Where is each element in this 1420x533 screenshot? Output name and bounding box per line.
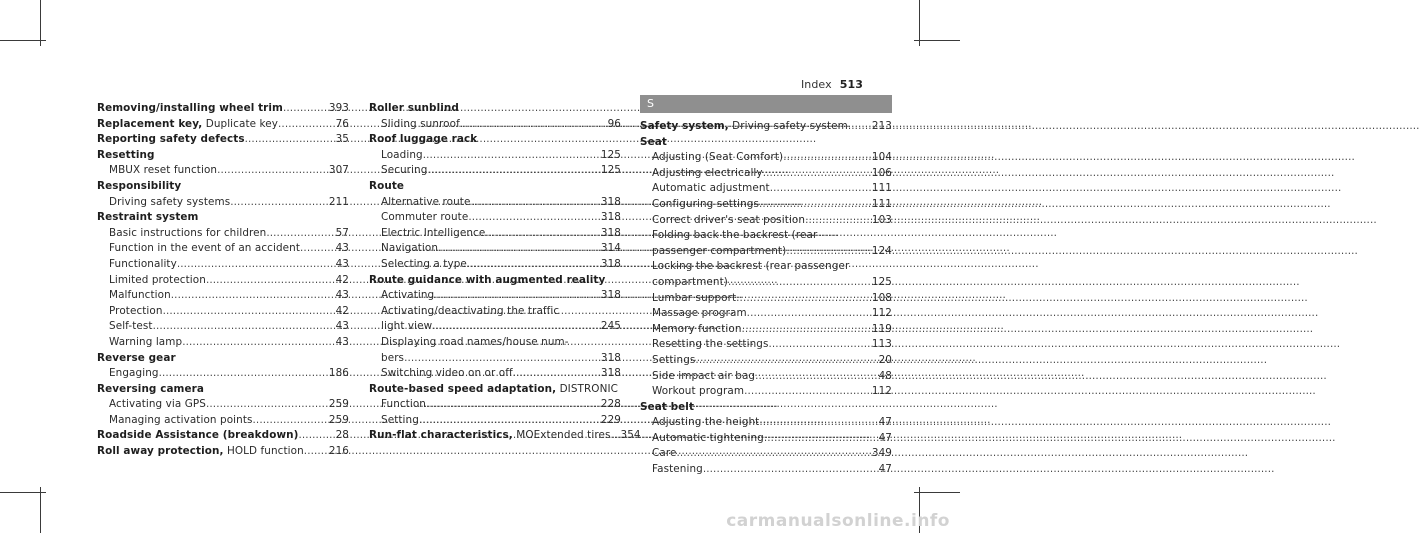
leader-dots [468, 210, 599, 226]
leader-dots [304, 444, 327, 460]
leader-dots [253, 413, 327, 429]
subentry [97, 397, 349, 413]
subentry [640, 213, 892, 229]
entry-heading-text [97, 351, 176, 367]
subentry [97, 273, 349, 289]
entry-heading: Seat [640, 135, 667, 148]
subentry-text: Loading [381, 148, 423, 161]
entry-heading-row [97, 101, 349, 117]
entry-heading-row [97, 117, 349, 133]
page-ref[interactable]: 307 [328, 164, 349, 177]
subentry-text: Fastening [652, 463, 703, 476]
subentry-text: Automatic tightening [652, 431, 764, 444]
entry-heading-row [97, 382, 349, 398]
index-entry [640, 400, 892, 478]
index-entry [369, 273, 621, 382]
leader-dots [438, 241, 599, 257]
entry-heading-rest: DISTRONIC [556, 382, 618, 395]
subentry-text: Securing [381, 164, 428, 177]
subentry-text: Limited protection [109, 273, 206, 286]
subentry [640, 322, 892, 338]
leader-dots [470, 195, 598, 211]
page-ref[interactable]: 124 [871, 244, 892, 257]
index-entry [97, 210, 349, 350]
subentry-text: Workout program [652, 385, 745, 398]
page-ref[interactable]: 42 [335, 304, 349, 317]
subentry-text: MBUX reset function [109, 164, 218, 177]
subentry [369, 163, 621, 179]
crop-mark-top-right-h [914, 40, 960, 41]
entry-heading: Roller sunblind [369, 102, 459, 114]
entry-heading-row [369, 273, 621, 289]
entry-heading-text [369, 382, 618, 398]
entry-heading: Reporting safety defects [97, 133, 245, 146]
entry-heading: Resetting [97, 148, 155, 161]
subentry-text: Switching video on or off [381, 367, 513, 380]
page-ref[interactable]: 47 [878, 416, 892, 429]
page-ref[interactable]: 318 [600, 226, 621, 239]
leader-dots [783, 150, 870, 166]
subentry [369, 148, 621, 164]
entry-heading-row [640, 400, 892, 416]
subentry-text: Correct driver's seat position [652, 213, 806, 226]
leader-dots [728, 275, 870, 291]
page-ref[interactable]: 20 [878, 353, 892, 366]
entry-heading-text [640, 400, 694, 416]
leader-dots [159, 366, 327, 382]
subentry [369, 117, 621, 133]
leader-dots [768, 337, 869, 353]
crop-mark-bottom-right-h [914, 492, 960, 493]
leader-dots [610, 428, 618, 444]
leader-dots [467, 257, 599, 273]
entry-heading-rest: Duplicate key [202, 117, 279, 130]
subentry-text: Care [652, 447, 677, 460]
leader-dots [427, 163, 598, 179]
subentry-text: bers [381, 351, 405, 364]
page-ref[interactable]: 318 [600, 367, 621, 380]
page-ref[interactable]: 106 [871, 166, 892, 179]
subentry [640, 353, 892, 369]
leader-dots [513, 366, 599, 382]
subentry-text: Sliding sunroof [381, 117, 460, 130]
page-header [801, 78, 863, 91]
leader-dots [848, 119, 870, 135]
subentry [640, 462, 892, 478]
index-entry [97, 132, 349, 148]
page-ref[interactable]: 354 [620, 429, 641, 442]
subentry-text: Side impact air bag [652, 369, 756, 382]
subentry [369, 257, 621, 273]
entry-heading: Roof luggage rack [369, 133, 478, 146]
entry-heading-row [97, 132, 349, 148]
entry-heading-text [97, 210, 198, 226]
page-ref[interactable]: 28 [335, 429, 349, 442]
entry-heading-rest: MOExtended tires [512, 429, 611, 442]
page-ref[interactable]: 112 [871, 385, 892, 398]
subentry-text: Adjusting (Seat Comfort) [652, 151, 784, 164]
entry-heading-row [369, 382, 621, 398]
page-ref[interactable]: 35 [335, 133, 349, 146]
leader-dots [171, 288, 334, 304]
entry-heading: Restraint system [97, 211, 199, 224]
subentry [640, 384, 892, 400]
leader-dots [426, 397, 599, 413]
leader-dots [703, 462, 877, 478]
page-ref[interactable]: 111 [871, 197, 892, 210]
page-ref[interactable]: 213 [871, 120, 892, 132]
subentry [97, 226, 349, 242]
leader-dots [245, 132, 334, 148]
subentry-text: Self-test [109, 320, 153, 333]
page-ref[interactable]: 43 [335, 242, 349, 255]
subentry [640, 291, 892, 307]
subentry-text: Adjusting the height [652, 416, 760, 429]
crop-mark-bottom-left-h [0, 492, 46, 493]
entry-heading-text [369, 273, 605, 289]
subentry [640, 369, 892, 385]
subentry [640, 197, 892, 213]
subentry-text: passenger compartment) [652, 244, 787, 257]
page-ref[interactable]: 259 [328, 413, 349, 426]
entry-heading-text [97, 132, 245, 148]
subentry [640, 275, 892, 291]
subentry-line: Activating/deactivating the traffic [381, 304, 560, 317]
page-ref[interactable]: 76 [335, 117, 349, 130]
page-ref[interactable]: 259 [328, 398, 349, 411]
entry-heading-text [97, 148, 155, 164]
page-ref[interactable]: 229 [600, 413, 621, 426]
entry-heading-text [97, 382, 204, 398]
index-entry [369, 101, 621, 132]
subentry-text: Massage program [652, 307, 747, 320]
subentry [369, 351, 621, 367]
header-label: Index [800, 78, 832, 91]
subentry [640, 150, 892, 166]
leader-dots [763, 166, 870, 182]
index-entry [369, 179, 621, 273]
subentry-text: light view [381, 320, 433, 333]
leader-dots [755, 369, 876, 385]
entry-heading-row [369, 101, 621, 117]
subentry-text: Automatic adjustment [652, 182, 770, 195]
entry-heading-text [369, 428, 610, 444]
subentry [97, 288, 349, 304]
entry-heading-text [97, 101, 283, 117]
subentry [369, 413, 621, 429]
subentry-text: Navigation [381, 242, 439, 255]
page-ref[interactable]: 43 [335, 289, 349, 302]
entry-heading: Reverse gear [97, 351, 176, 364]
entry-heading: Seat belt [640, 400, 695, 413]
entry-heading-row [97, 351, 349, 367]
entry-heading: Safety system, [640, 120, 729, 132]
page-ref[interactable]: 314 [600, 242, 621, 255]
subentry-text: Engaging [109, 367, 159, 380]
leader-dots [770, 181, 870, 197]
leader-dots [485, 226, 598, 242]
entry-heading: Route-based speed adaptation, [369, 382, 557, 395]
entry-heading-text [369, 179, 404, 195]
leader-dots [266, 226, 333, 242]
index-entry [97, 117, 349, 133]
entry-heading-row [97, 210, 349, 226]
entry-heading-row [97, 148, 349, 164]
subentry [97, 257, 349, 273]
index-column-2 [369, 101, 641, 444]
page-ref[interactable]: 119 [871, 322, 892, 335]
leader-dots [278, 117, 334, 133]
index-column-1 [97, 101, 349, 460]
leader-dots [206, 397, 327, 413]
page-ref[interactable]: 111 [871, 182, 892, 195]
index-entry [640, 95, 892, 113]
subentry-text: Settings [652, 353, 696, 366]
watermark: carmanualsonline.info [726, 511, 950, 531]
subentry [640, 446, 892, 462]
leader-dots [744, 384, 870, 400]
page-ref[interactable]: 318 [600, 257, 621, 270]
page-ref[interactable]: 112 [871, 307, 892, 320]
page-ref[interactable]: 103 [871, 213, 892, 226]
subentry [369, 241, 621, 257]
subentry-text: Activating [381, 289, 435, 302]
index-entry [640, 119, 892, 135]
page-ref[interactable]: 47 [878, 431, 892, 444]
leader-dots [434, 288, 599, 304]
entry-heading: Removing/installing wheel trim [97, 102, 283, 114]
page-ref[interactable]: 125 [871, 275, 892, 288]
subentry-text: Electric Intelligence [381, 226, 486, 239]
leader-dots [404, 351, 599, 367]
subentry-text: Managing activation points [109, 413, 253, 426]
leader-dots [805, 213, 870, 229]
page-ref[interactable]: 245 [600, 320, 621, 333]
subentry [369, 319, 621, 335]
subentry-text: Basic instructions for children [109, 226, 267, 239]
page-ref[interactable]: 125 [600, 148, 621, 161]
page-ref[interactable]: 318 [600, 211, 621, 224]
subentry [369, 366, 621, 382]
page-ref[interactable]: 393 [328, 102, 349, 114]
leader-dots [153, 319, 334, 335]
subentry [97, 163, 349, 179]
page-ref[interactable]: 47 [878, 463, 892, 476]
leader-dots [423, 148, 599, 164]
leader-dots [283, 101, 327, 117]
subentry [97, 319, 349, 335]
page-ref[interactable]: 216 [328, 445, 349, 458]
page-ref[interactable]: 211 [328, 195, 349, 208]
subentry [97, 413, 349, 429]
index-entry [97, 148, 349, 179]
page-ref[interactable]: 125 [600, 164, 621, 177]
leader-dots [736, 291, 870, 307]
leader-dots [742, 322, 870, 338]
page-ref[interactable]: 318 [600, 351, 621, 364]
page-ref[interactable]: 113 [871, 338, 892, 351]
entry-heading: Roadside Assistance (breakdown) [97, 429, 299, 442]
index-entry [369, 382, 621, 429]
entry-heading-text [640, 135, 667, 151]
entry-heading-text [640, 119, 848, 135]
page-ref[interactable]: 48 [878, 369, 892, 382]
page-ref[interactable]: 43 [335, 335, 349, 348]
subentry [640, 181, 892, 197]
leader-dots [695, 353, 876, 369]
subentry-text: Memory function [652, 322, 742, 335]
crop-mark-top-left-h [0, 40, 46, 41]
entry-heading-text [97, 179, 181, 195]
leader-dots [217, 163, 327, 179]
subentry [97, 241, 349, 257]
leader-dots [759, 197, 870, 213]
leader-dots [419, 413, 599, 429]
entry-heading-text [369, 101, 459, 117]
subentry [369, 397, 621, 413]
entry-heading-rest: Driving safety system [728, 120, 848, 132]
index-entry [97, 382, 349, 429]
entry-heading-text [369, 132, 477, 148]
page-ref[interactable]: 186 [328, 367, 349, 380]
subentry [369, 210, 621, 226]
entry-heading-row [97, 428, 349, 444]
leader-dots [747, 306, 870, 322]
leader-dots [299, 428, 334, 444]
leader-dots [206, 273, 334, 289]
subentry [369, 195, 621, 211]
page-ref[interactable]: 318 [600, 289, 621, 302]
subentry-text: Malfunction [109, 289, 171, 302]
section-letter: S [640, 95, 892, 113]
page-ref[interactable]: 228 [600, 398, 621, 411]
page-ref[interactable]: 42 [335, 273, 349, 286]
leader-dots [759, 415, 876, 431]
entry-heading: Route [369, 179, 405, 192]
subentry-line: Folding back the backrest (rear [652, 229, 818, 242]
entry-heading-text [97, 117, 278, 133]
entry-heading-row [369, 132, 621, 148]
page-ref[interactable]: 43 [335, 320, 349, 333]
entry-heading: Reversing camera [97, 382, 204, 395]
entry-heading-row [97, 179, 349, 195]
index-entry [97, 351, 349, 382]
leader-dots [230, 195, 327, 211]
entry-heading-text [97, 444, 304, 460]
leader-dots [764, 431, 877, 447]
subentry-text: Setting [381, 413, 419, 426]
subentry-text: Function in the event of an accident [109, 242, 301, 255]
entry-heading-row [640, 135, 892, 151]
page-ref[interactable]: 349 [871, 447, 892, 460]
subentry-text: Warning lamp [109, 335, 183, 348]
subentry [640, 244, 892, 260]
subentry-line: Locking the backrest (rear passenger [652, 260, 850, 273]
page-ref[interactable]: 57 [335, 226, 349, 239]
entry-heading-text [97, 428, 299, 444]
index-entry [369, 428, 641, 444]
subentry [640, 166, 892, 182]
entry-heading: Replacement key, [97, 117, 203, 130]
index-column-3 [640, 97, 892, 478]
index-entry [97, 444, 349, 460]
subentry-text: Protection [109, 304, 163, 317]
subentry [640, 431, 892, 447]
leader-dots [163, 304, 334, 320]
page-ref[interactable]: 108 [871, 291, 892, 304]
subentry-text: Configuring settings [652, 197, 760, 210]
subentry-text: Adjusting electrically [652, 166, 763, 179]
leader-dots [300, 241, 334, 257]
entry-heading-row [97, 444, 349, 460]
subentry [369, 288, 621, 304]
page-ref[interactable]: 104 [871, 151, 892, 164]
subentry [97, 304, 349, 320]
subentry-text: Lumbar support [652, 291, 737, 304]
subentry-text: Activating via GPS [109, 398, 206, 411]
leader-dots [177, 257, 334, 273]
subentry-line: Displaying road names/house num- [381, 335, 569, 348]
index-entry [369, 132, 621, 179]
subentry [640, 415, 892, 431]
subentry-text: Alternative route [381, 195, 471, 208]
entry-heading-row [369, 179, 621, 195]
page-ref[interactable]: 96 [607, 117, 621, 130]
index-entry [640, 135, 892, 400]
subentry-text: Selecting a type [381, 257, 467, 270]
subentry [640, 306, 892, 322]
leader-dots [432, 319, 599, 335]
entry-heading-row [640, 119, 892, 135]
page-ref[interactable]: 43 [335, 257, 349, 270]
entry-heading-row [369, 428, 641, 444]
leader-dots [676, 446, 869, 462]
subentry [97, 335, 349, 351]
subentry-text: Functionality [109, 257, 177, 270]
subentry-text: Resetting the settings [652, 338, 769, 351]
subentry [640, 337, 892, 353]
leader-dots [460, 117, 606, 133]
subentry-text: compartment) [652, 275, 728, 288]
index-entry [97, 428, 349, 444]
entry-heading-rest: HOLD function [223, 445, 304, 458]
entry-heading: Responsibility [97, 179, 182, 192]
index-entry [97, 179, 349, 210]
subentry-text: Function [381, 398, 426, 411]
subentry [97, 366, 349, 382]
crop-mark-bottom-left-v [40, 487, 41, 533]
index-entry [97, 101, 349, 117]
subentry [369, 226, 621, 242]
entry-heading: Run-flat characteristics, [369, 429, 513, 442]
leader-dots [786, 244, 870, 260]
page-number: 513 [839, 78, 863, 91]
entry-heading: Route guidance with augmented reality [369, 273, 606, 286]
subentry [97, 195, 349, 211]
subentry-text: Driving safety systems [109, 195, 231, 208]
page-ref[interactable]: 318 [600, 195, 621, 208]
leader-dots [182, 335, 333, 351]
subentry-text: Commuter route [381, 211, 469, 224]
entry-heading: Roll away protection, [97, 445, 224, 458]
